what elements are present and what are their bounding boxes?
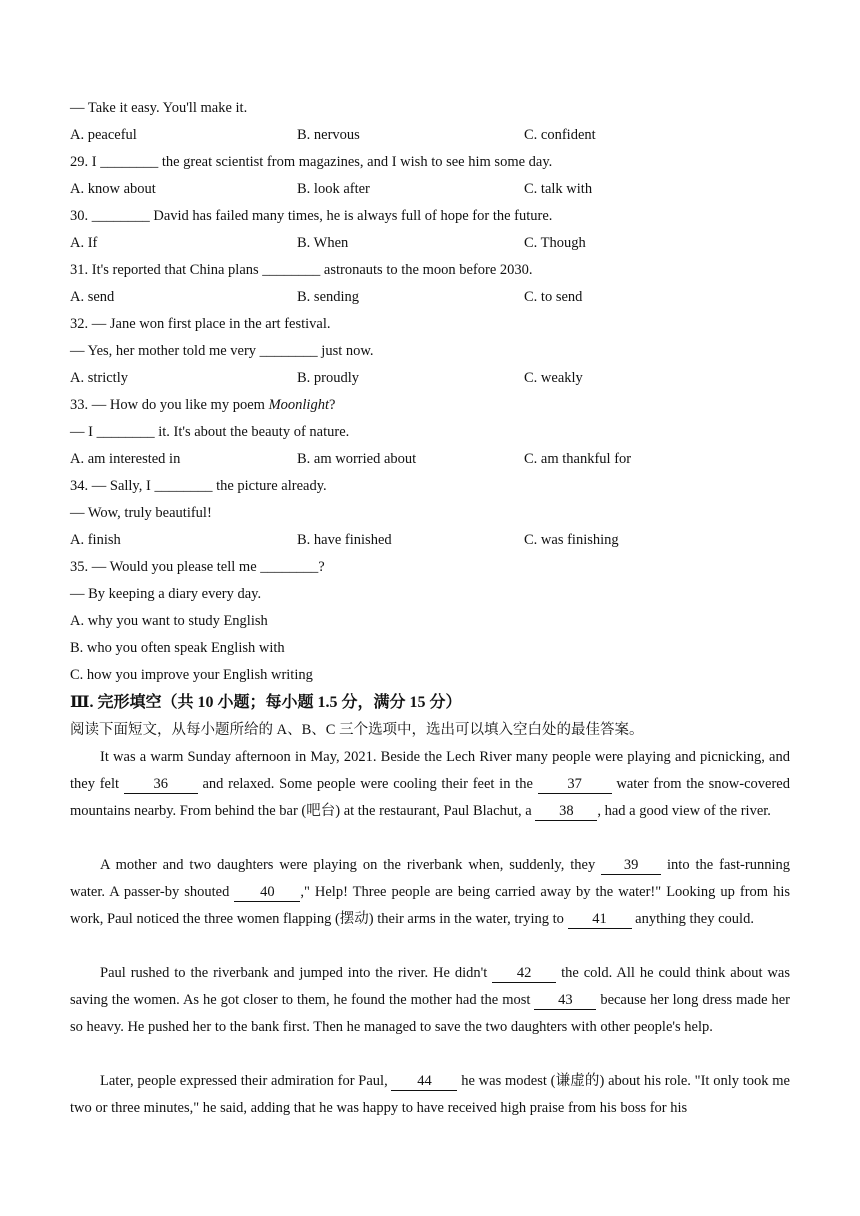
q35-option-b: B. who you often speak English with — [70, 640, 285, 656]
q34-option-a: A. finish — [70, 532, 121, 548]
q34-stem: 34. — Sally, I ________ the picture already. — [70, 478, 327, 494]
q32-option-b: B. proudly — [297, 370, 360, 386]
q33-option-b: B. am worried about — [297, 451, 417, 467]
q29-option-b: B. look after — [297, 181, 370, 197]
q32-line2: — Yes, her mother told me very ________ just now. — [70, 343, 374, 359]
q30-option-b: B. When — [297, 235, 349, 251]
q33-poem-title: Moonlight — [268, 397, 329, 413]
q33-line2: — I ________ it. It's about the beauty of nature. — [70, 424, 350, 440]
blank-40: 40 — [234, 884, 300, 902]
q34-option-c: C. was finishing — [524, 532, 619, 548]
blank-38: 38 — [535, 803, 597, 821]
passage-paragraph-1 — [70, 744, 790, 825]
passage-text: Paul rushed to the riverbank and jumped into the river. He didn't — [100, 965, 493, 981]
q28-option-b: B. nervous — [297, 127, 360, 143]
q33-stem-post: ? — [328, 397, 336, 413]
blank-36: 36 — [124, 776, 198, 794]
blank-39: 39 — [601, 857, 661, 875]
passage-text: anything they could. — [631, 911, 754, 927]
q28-option-c: C. confident — [524, 127, 596, 143]
q33-option-a: A. am interested in — [70, 451, 181, 467]
q31-option-a: A. send — [70, 289, 115, 305]
passage-text: the cold. All he could think about was saving the women. As he got closer to them, he found the mother had the most — [70, 965, 790, 1008]
q29-option-a: A. know about — [70, 181, 156, 197]
q34-option-b: B. have finished — [297, 532, 392, 548]
passage-paragraph-3 — [70, 960, 790, 1041]
passage-text: into the fast-running water. A passer-by shouted — [70, 857, 790, 900]
q29-stem: 29. I ________ the great scientist from magazines, and I wish to see him some day. — [70, 154, 553, 170]
passage-text: It was a warm Sunday afternoon in May, 2021. Beside the Lech River many people were playing and picnicking, and they felt — [70, 749, 790, 792]
blank-44: 44 — [391, 1073, 457, 1091]
blank-43: 43 — [534, 992, 596, 1010]
q32-option-c: C. weakly — [524, 370, 583, 386]
q29-option-c: C. talk with — [524, 181, 593, 197]
q33-option-c: C. am thankful for — [524, 451, 632, 467]
blank-42: 42 — [492, 965, 556, 983]
passage-paragraph-2 — [70, 852, 790, 933]
passage-paragraph-4 — [70, 1068, 790, 1122]
q31-stem: 31. It's reported that China plans ________ astronauts to the moon before 2030. — [70, 262, 533, 278]
passage-text: and relaxed. Some people were cooling their feet in the — [197, 776, 538, 792]
blank-41: 41 — [568, 911, 632, 929]
passage-text: A mother and two daughters were playing on the riverbank when, suddenly, they — [100, 857, 602, 873]
passage-text: water from the snow-covered mountains nearby. From behind the bar (吧台) at the restaurant, Paul Blachut, a — [70, 776, 790, 819]
q32-stem: 32. — Jane won first place in the art festival. — [70, 316, 331, 332]
passage-text: he was modest (谦虚的) about his role. "It only took me two or three minutes," he said, adding that he was happy to have received high praise from his boss for his — [70, 1073, 790, 1116]
q33-stem — [70, 395, 335, 415]
section-title: Ⅲ. 完形填空（共 10 小题；每小题 1.5 分，满分 15 分） — [70, 694, 462, 711]
q30-option-a: A. If — [70, 235, 98, 251]
passage-text: ," Help! Three people are being carried away by the water!" Looking up from his work, Paul noticed the three women flapping (摆动) their arms in the water, trying to — [70, 884, 790, 927]
q32-option-a: A. strictly — [70, 370, 128, 386]
q31-option-c: C. to send — [524, 289, 583, 305]
q28-option-a: A. peaceful — [70, 127, 137, 143]
passage-text: because her long dress made her so heavy. He pushed her to the bank first. Then he managed to save the two daughters with other people's help. — [70, 992, 790, 1035]
passage-text: , had a good view of the river. — [597, 803, 771, 819]
q35-stem: 35. — Would you please tell me ________? — [70, 559, 325, 575]
q35-line2: — By keeping a diary every day. — [70, 586, 262, 602]
blank-37: 37 — [538, 776, 612, 794]
q35-option-c: C. how you improve your English writing — [70, 667, 313, 683]
q30-stem: 30. ________ David has failed many times, he is always full of hope for the future. — [70, 208, 553, 224]
q30-option-c: C. Though — [524, 235, 586, 251]
section-instruction: 阅读下面短文，从每小题所给的 A、B、C 三个选项中，选出可以填入空白处的最佳答案。 — [70, 722, 644, 738]
q34-line2: — Wow, truly beautiful! — [70, 505, 212, 521]
q31-option-b: B. sending — [297, 289, 360, 305]
q28-line2: — Take it easy. You'll make it. — [70, 100, 248, 116]
q35-option-a: A. why you want to study English — [70, 613, 268, 629]
q33-stem-pre: 33. — How do you like my poem — [70, 397, 269, 413]
passage-text: Later, people expressed their admiration for Paul, — [100, 1073, 392, 1089]
